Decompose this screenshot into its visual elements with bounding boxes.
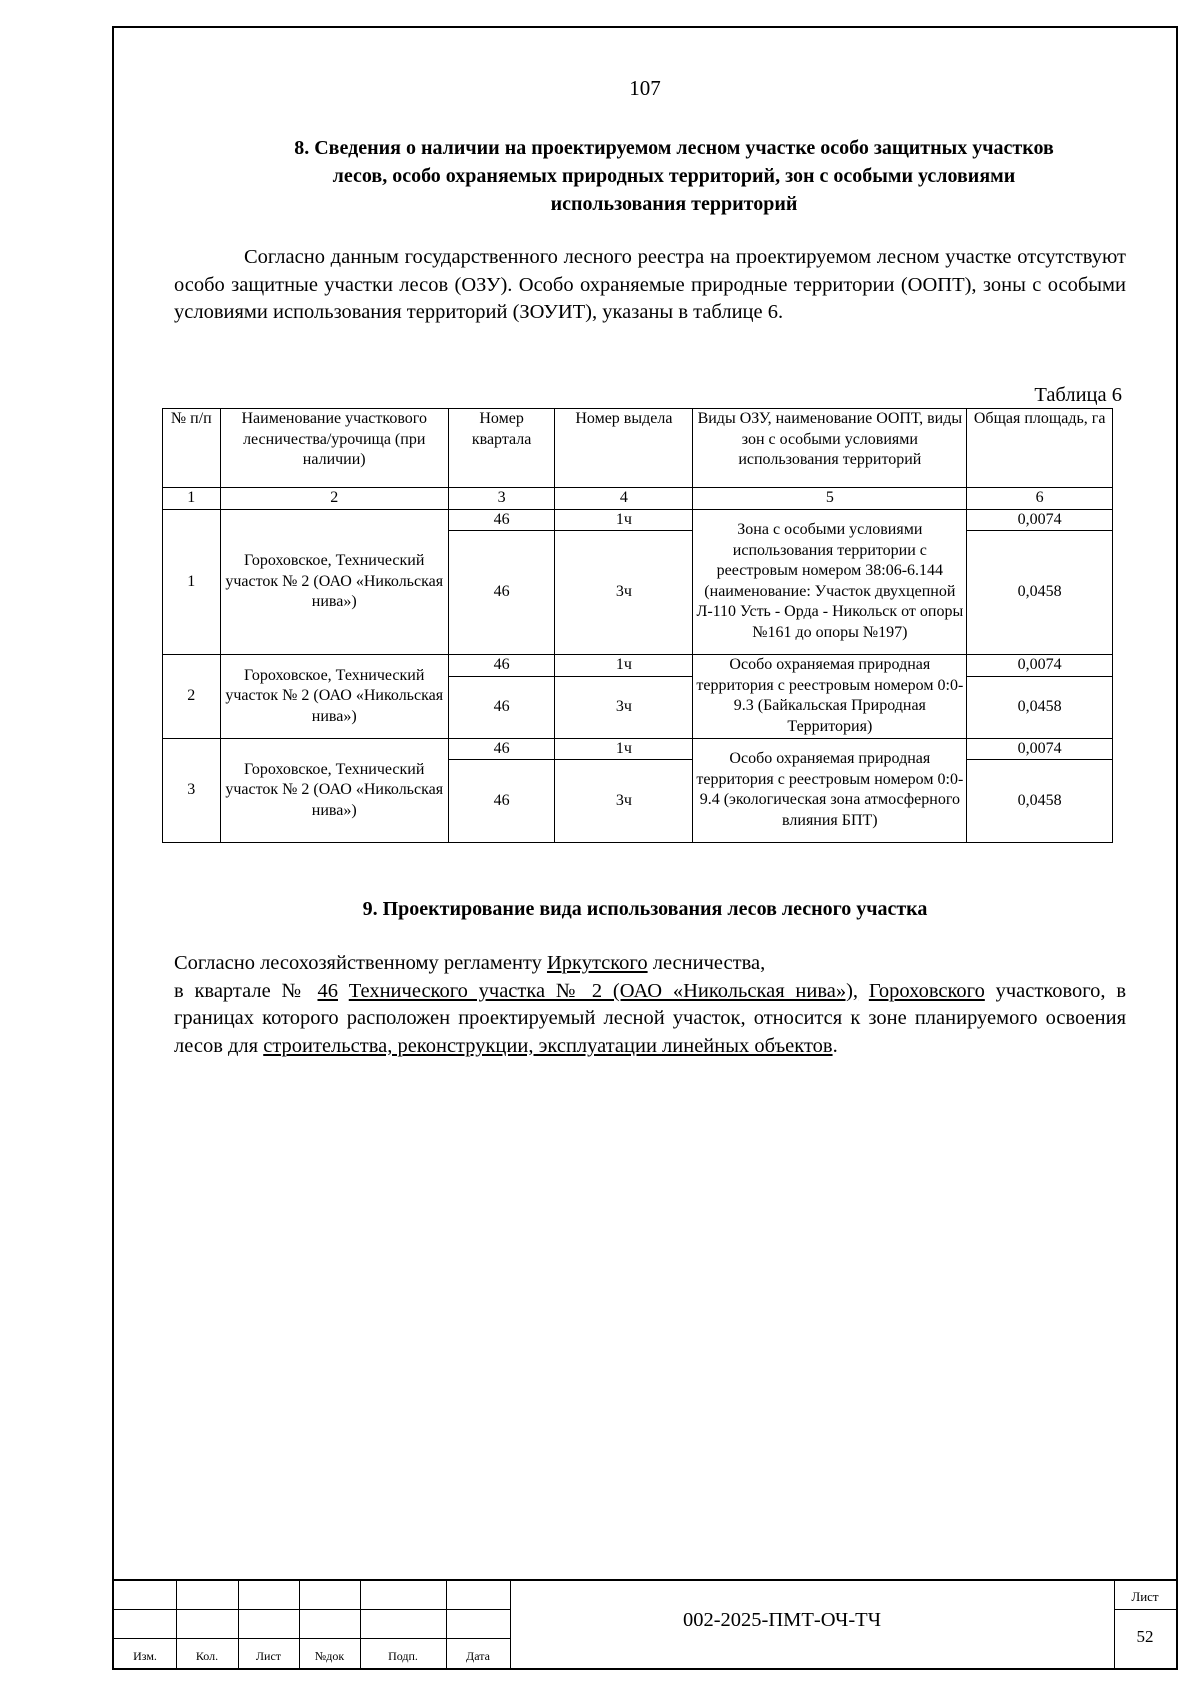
row-zone: Особо охраняемая природная территория с реестровым номером 0:0-9.3 (Байкальская Природная Территория) xyxy=(693,655,967,739)
row-kvartal: 46 xyxy=(448,760,555,843)
row-kvartal: 46 xyxy=(448,655,555,677)
colnum: 4 xyxy=(555,488,693,510)
row-vydel: 3ч xyxy=(555,760,693,843)
text: в квартале № xyxy=(174,979,318,1002)
row-area: 0,0458 xyxy=(967,531,1113,655)
text: лесничества, xyxy=(647,952,766,974)
section-8-heading: 8. Сведения о наличии на проектируемом лесном участке особо защитных участков лесов, особо охраняемых природных территорий, зон с особыми условиями использования территорий xyxy=(294,137,1054,215)
stamp-label-izm: Изм. xyxy=(133,1649,157,1663)
row-area: 0,0074 xyxy=(967,509,1113,531)
district-forestry-name: Гороховского xyxy=(868,979,985,1002)
colnum: 2 xyxy=(220,488,448,510)
header-kvartal: Номер квартала xyxy=(448,409,555,488)
row-kvartal: 46 xyxy=(448,738,555,760)
stamp-label-list: Лист xyxy=(255,1649,282,1663)
document-code: 002-2025-ПМТ-ОЧ-ТЧ xyxy=(682,1609,882,1631)
text xyxy=(338,980,349,1002)
header-num: № п/п xyxy=(163,409,221,488)
section-8-paragraph xyxy=(174,244,1126,327)
table-caption: Таблица 6 xyxy=(1034,384,1122,406)
forestry-name: Иркутского xyxy=(546,952,648,974)
row-name: Гороховское, Технический участок № 2 (ОАО «Никольская нива») xyxy=(220,738,448,843)
row-vydel: 1ч xyxy=(555,655,693,677)
colnum: 6 xyxy=(967,488,1113,510)
row-num: 2 xyxy=(163,655,221,739)
section-9-paragraph xyxy=(174,950,1126,1060)
stamp-label-podp: Подп. xyxy=(388,1649,418,1663)
stamp-label-data: Дата xyxy=(466,1649,490,1663)
text: Согласно лесохозяйственному регламенту xyxy=(174,952,547,974)
table-row xyxy=(163,738,1113,760)
row-vydel: 1ч xyxy=(555,738,693,760)
row-zone: Зона с особыми условиями использования территории с реестровым номером 38:06-6.144 (наименование: Участок двухцепной Л-110 Усть - Орда - Никольск от опоры №161 до опоры №197) xyxy=(693,509,967,655)
colnum: 1 xyxy=(163,488,221,510)
table-6 xyxy=(162,408,1113,843)
row-area: 0,0458 xyxy=(967,760,1113,843)
stamp-label-ndok: №док xyxy=(314,1649,345,1663)
header-zone: Виды ОЗУ, наименование ООПТ, виды зон с особыми условиями использования территорий xyxy=(693,409,967,488)
section-8-text: Согласно данным государственного лесного реестра на проектируемом лесном участке отсутствуют особо защитные участки лесов (ОЗУ). Особо охраняемые природные территории (ООПТ), зоны с особыми условиями использования территорий (ЗОУИТ), указаны в таблице 6. xyxy=(174,246,1126,323)
text: . xyxy=(832,1034,838,1057)
header-vydel: Номер выдела xyxy=(555,409,693,488)
row-kvartal: 46 xyxy=(448,509,555,531)
section-9-heading: 9. Проектирование вида использования лесов лесного участка xyxy=(362,898,928,920)
text: участкового, в границах которого расположен проектируемый лесной участок, относится к зоне планируемого освоения лесов для xyxy=(174,979,1127,1057)
row-vydel: 1ч xyxy=(555,509,693,531)
row-vydel: 3ч xyxy=(555,531,693,655)
use-type: строительства, реконструкции, эксплуатации линейных объектов xyxy=(263,1034,833,1057)
row-num: 3 xyxy=(163,738,221,843)
row-vydel: 3ч xyxy=(555,676,693,738)
row-area: 0,0074 xyxy=(967,738,1113,760)
row-zone: Особо охраняемая природная территория с реестровым номером 0:0-9.4 (экологическая зона атмосферного влияния БПТ) xyxy=(693,738,967,843)
row-name: Гороховское, Технический участок № 2 (ОАО «Никольская нива») xyxy=(220,655,448,739)
row-kvartal: 46 xyxy=(448,676,555,738)
table-row xyxy=(163,655,1113,677)
table-colnum-row xyxy=(163,488,1113,510)
uchastok-name: Технического участка № 2 (ОАО «Никольская нива»), xyxy=(348,979,859,1002)
stamp-label-kol: Кол. xyxy=(195,1649,219,1663)
row-name: Гороховское, Технический участок № 2 (ОАО «Никольская нива») xyxy=(220,509,448,655)
sheet-number: 52 xyxy=(1136,1627,1154,1646)
row-area: 0,0458 xyxy=(967,676,1113,738)
colnum: 5 xyxy=(693,488,967,510)
title-block xyxy=(114,1579,1176,1668)
row-num: 1 xyxy=(163,509,221,655)
table-header-row xyxy=(163,409,1113,488)
row-kvartal: 46 xyxy=(448,531,555,655)
sheet-label: Лист xyxy=(1131,1589,1159,1604)
text xyxy=(858,980,869,1002)
kvartal-number: 46 xyxy=(317,979,338,1002)
page-number: 107 xyxy=(629,76,661,100)
header-area: Общая площадь, га xyxy=(967,409,1113,488)
colnum: 3 xyxy=(448,488,555,510)
header-name: Наименование участкового лесничества/урочища (при наличии) xyxy=(220,409,448,488)
table-row xyxy=(163,509,1113,531)
page-frame xyxy=(112,26,1178,1670)
row-area: 0,0074 xyxy=(967,655,1113,677)
